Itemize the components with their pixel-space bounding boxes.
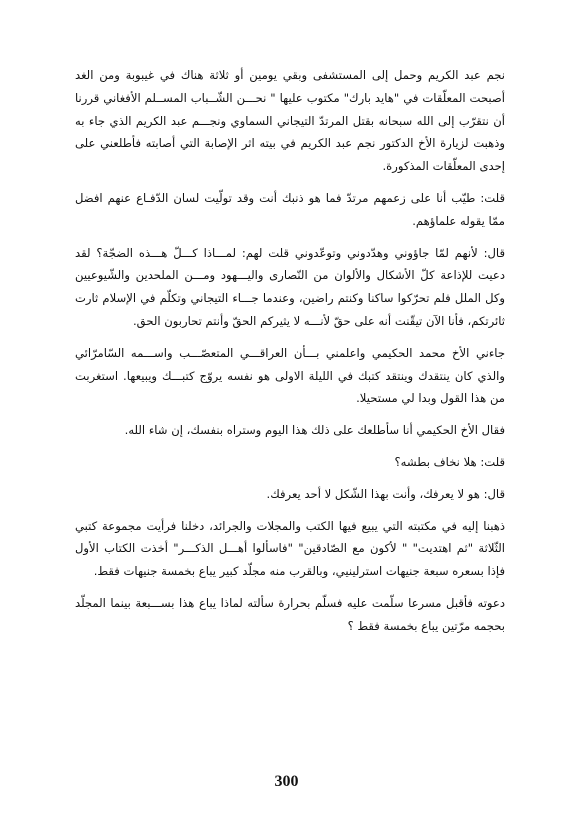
paragraph-gap: [75, 583, 505, 592]
paragraph-gap: [75, 333, 505, 342]
page-number: 300: [274, 773, 299, 790]
paragraph-gap: [75, 474, 505, 483]
paragraph-6: قلت: هلا نخاف بطشه؟: [394, 454, 505, 469]
paragraph-3: قال: لأنهم لمّا جاؤوني وهدّدوني وتوعّدوني قلت لهم: لمـــاذا كـــلّ هـــذه الضجّة؟ لقد دعيت للإذاعة كلّ الأشكال والألوان من النّصارى واليـــهود ومـــن الملحدين والشّيوعيين وكل الملل فلم تحرّكوا ساكنا وكنتم راضين، وعندما جـــاء التيجاني وتكلّم في الإسلام ثارت ثائرتكم، فأنا الآن تيقّنت أنه على حقّ لأنـــه لا يثيركم الحقّ وأنتم تحاربون الحق.: [75, 245, 505, 328]
paragraph-7: قال: هو لا يعرفك، وأنت بهذا الشّكل لا أحد يعرفك.: [266, 486, 505, 501]
paragraph-1: نجم عبد الكريم وحمل إلى المستشفى وبقي يومين أو ثلاثة هناك في غيبوبة ومن الغد أصبحت المعلّقات في "هايد بارك" مكتوب عليها " نحـــن الشّــباب المســلم الأفغاني قررنا أن نتقرّب إلى الله سبحانه بقتل المرتدّ التيجاني السماوي ونجـــم عبد الكريم الذي جاء به وذهبت لزيارة الأخ الدكتور نجم عبد الكريم في بيته اثر الإصابة التي أصابته فأطلعني على إحدى المعلّقات المذكورة.: [75, 68, 505, 174]
paragraph-8: ذهبنا إليه في مكتبته التي يبيع فيها الكتب والمجلات والجرائد، دخلنا فرأيت مجموعة كتبي الثّلاثة "ثم اهتديت" " لأكون مع الصّادقين" "فاسألوا أهـــل الذكـــر" أخذت الكتاب الأول فإذا بسعره سبعة جنيهات استرلينيي، وبالقرب منه مجلّد كبير يباع بخمسة جنيهات فقط.: [75, 518, 505, 579]
paragraph-4: جاءني الأخ محمد الحكيمي واعلمني بـــأن العراقـــي المتعصّـــب واســـمه السّامرّائي والذي كان ينتقدك وينتقد كتبك في الليلة الاولى هو نفسه يروّج كتبـــك ويبيعها. استغربت من هذا القول وبدا لي مستحيلا.: [75, 345, 505, 406]
paragraph-5: فقال الأخ الحكيمي أنا سأطلعك على ذلك هذا اليوم وستراه بنفسك، إن شاء الله.: [124, 423, 505, 438]
paragraph-gap: [75, 442, 505, 451]
paragraph-2: قلت: طيّب أنا على زعمهم مرتدّ فما هو ذنبك أنت وقد تولّيت لسان الدّفـاع عنهم افضل ممّا يقوله علماؤهم.: [75, 190, 505, 228]
paragraph-gap: [75, 178, 505, 187]
paragraph-gap: [75, 410, 505, 419]
paragraph-gap: [75, 506, 505, 515]
page-body: [75, 64, 505, 764]
paragraph-9: دعوته فأقبل مسرعا سلّمت عليه فسلّم بحرارة سألته لماذا يباع هذا بســـبعة بينما المجلّد بحجمه مرّتين يباع بخمسة فقط ؟: [75, 595, 505, 633]
paragraph-gap: [75, 233, 505, 242]
